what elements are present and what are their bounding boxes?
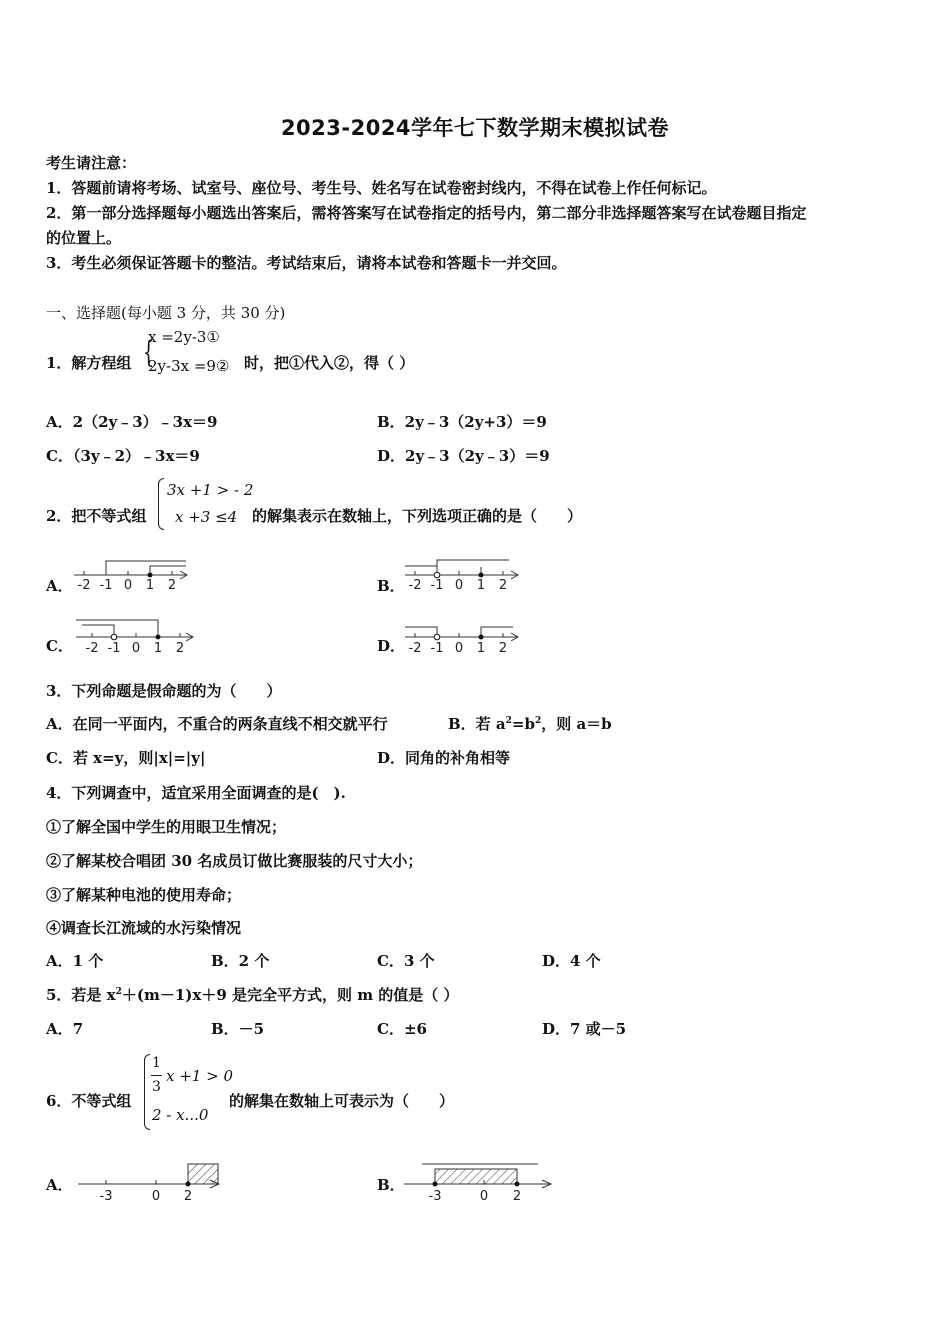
tick-label: 2 xyxy=(512,1189,522,1204)
q6-option-a-label: A． xyxy=(46,1176,73,1194)
notice-item-3: 3．考生必须保证答题卡的整洁。考试结束后，请将本试卷和答题卡一并交回。 xyxy=(46,254,567,272)
tick-label: 2 xyxy=(167,578,177,593)
q2-eq1: 3x +1 > - 2 xyxy=(167,481,254,499)
tick-label: -3 xyxy=(428,1189,442,1204)
q2-numberline-c xyxy=(72,617,197,657)
tick-label: 2 xyxy=(498,578,508,593)
q2-prefix: 2．把不等式组 xyxy=(46,507,147,525)
tick-label: -1 xyxy=(430,641,444,656)
q6-numberline-b xyxy=(400,1158,560,1208)
q3-stem: 3．下列命题是假命题的为（ ） xyxy=(46,682,282,700)
tick-label: 1 xyxy=(145,578,155,593)
notice-item-2-cont: 的位置上。 xyxy=(46,229,122,247)
q5-option-c: C．±6 xyxy=(377,1020,427,1038)
q1-option-d: D．2y﹣3（2y﹣3）＝9 xyxy=(377,447,550,465)
q5-stem: 5．若是 $x^2+(m-1)x+9$ 是完全平方式，则 m 的值是（ ） xyxy=(46,986,459,1004)
tick-label: -1 xyxy=(430,578,444,593)
q4-option-b: B．2 个 xyxy=(211,952,270,970)
tick-label: 0 xyxy=(151,1189,161,1204)
tick-label: 1 xyxy=(153,641,163,656)
notice-heading: 考生请注意： xyxy=(46,154,137,172)
q4-item-4: ④调查长江流域的水污染情况 xyxy=(46,919,242,937)
q3-option-d: D．同角的补角相等 xyxy=(377,749,511,767)
tick-label: -2 xyxy=(408,578,422,593)
q1-option-a: A．2（2y﹣3）﹣3x＝9 xyxy=(46,413,218,431)
q2-option-b-label: B． xyxy=(377,577,405,595)
tick-label: 0 xyxy=(123,578,133,593)
q1-eq2: 2y-3x =9② xyxy=(148,357,230,375)
tick-label: 2 xyxy=(175,641,185,656)
tick-label: 1 xyxy=(476,641,486,656)
q4-option-d: D．4 个 xyxy=(542,952,601,970)
q4-item-1: ①了解全国中学生的用眼卫生情况； xyxy=(46,818,287,836)
tick-label: -1 xyxy=(99,578,113,593)
q2-numberline-a xyxy=(70,555,195,595)
q5-option-b: B．－5 xyxy=(211,1020,265,1038)
q6-frac-bar xyxy=(151,1075,162,1076)
q2-option-a-label: A． xyxy=(46,577,73,595)
q3-option-a: A．在同一平面内，不重合的两条直线不相交就平行 xyxy=(46,715,388,733)
q2-numberline-b xyxy=(401,555,526,595)
tick-label: 0 xyxy=(454,578,464,593)
q6-brace xyxy=(144,1054,150,1130)
q2-option-d-label: D． xyxy=(377,637,406,655)
q6-eq2: 2 - x...0 xyxy=(152,1106,209,1124)
q3-option-b: B．若 $a^2=b^2$，则 a＝b xyxy=(448,715,612,733)
q5-option-d: D．7 或－5 xyxy=(542,1020,627,1038)
q1-brace: { xyxy=(142,335,155,370)
q2-suffix: 的解集表示在数轴上，下列选项正确的是（ ） xyxy=(252,507,583,525)
tick-label: 2 xyxy=(183,1189,193,1204)
q6-suffix: 的解集在数轴上可表示为（ ） xyxy=(229,1092,455,1110)
q1-eq1: x =2y-3① xyxy=(148,328,220,346)
q2-option-c-label: C． xyxy=(46,637,73,655)
q2-numberline-d xyxy=(401,617,526,657)
q1-prefix: 1．解方程组 xyxy=(46,354,132,372)
notice-item-2: 2．第一部分选择题每小题选出答案后，需将答案写在试卷指定的括号内，第二部分非选择题答案写在试卷题目指定 xyxy=(46,204,807,222)
q6-frac-den: 3 xyxy=(152,1079,161,1095)
q2-brace xyxy=(158,478,164,530)
section-heading: 一、选择题(每小题 3 分，共 30 分) xyxy=(46,304,286,322)
tick-label: 0 xyxy=(131,641,141,656)
tick-label: -2 xyxy=(77,578,91,593)
tick-label: -3 xyxy=(99,1189,113,1204)
q6-frac-num: 1 xyxy=(152,1055,161,1071)
q6-option-b-label: B． xyxy=(377,1176,405,1194)
notice-item-1: 1．答题前请将考场、试室号、座位号、考生号、姓名写在试卷密封线内，不得在试卷上作任何标记。 xyxy=(46,179,717,197)
q3-option-c: C．若 x=y，则|x|=|y| xyxy=(46,749,206,767)
tick-label: 0 xyxy=(479,1189,489,1204)
q6-prefix: 6．不等式组 xyxy=(46,1092,132,1110)
tick-label: 1 xyxy=(476,578,486,593)
q1-suffix: 时，把①代入②，得（ ） xyxy=(244,354,415,372)
q4-item-2: ②了解某校合唱团 30 名成员订做比赛服装的尺寸大小； xyxy=(46,852,423,870)
q4-option-c: C．3 个 xyxy=(377,952,435,970)
tick-label: 0 xyxy=(454,641,464,656)
tick-label: -1 xyxy=(107,641,121,656)
q1-option-b: B．2y﹣3（2y+3）＝9 xyxy=(377,413,547,431)
q4-item-3: ③了解某种电池的使用寿命； xyxy=(46,886,242,904)
tick-label: 2 xyxy=(498,641,508,656)
tick-label: -2 xyxy=(408,641,422,656)
q4-stem: 4．下列调查中，适宜采用全面调查的是( ). xyxy=(46,784,346,802)
q1-option-c: C．（3y﹣2）﹣3x＝9 xyxy=(46,447,200,465)
q6-numberline-a xyxy=(76,1158,226,1208)
q4-option-a: A．1 个 xyxy=(46,952,104,970)
tick-label: -2 xyxy=(85,641,99,656)
page-title: 2023-2024学年七下数学期末模拟试卷 xyxy=(280,116,670,140)
q5-option-a: A．7 xyxy=(46,1020,84,1038)
q2-eq2: x +3 ≤4 xyxy=(175,508,238,526)
q6-eq1: x +1 > 0 xyxy=(166,1067,233,1085)
